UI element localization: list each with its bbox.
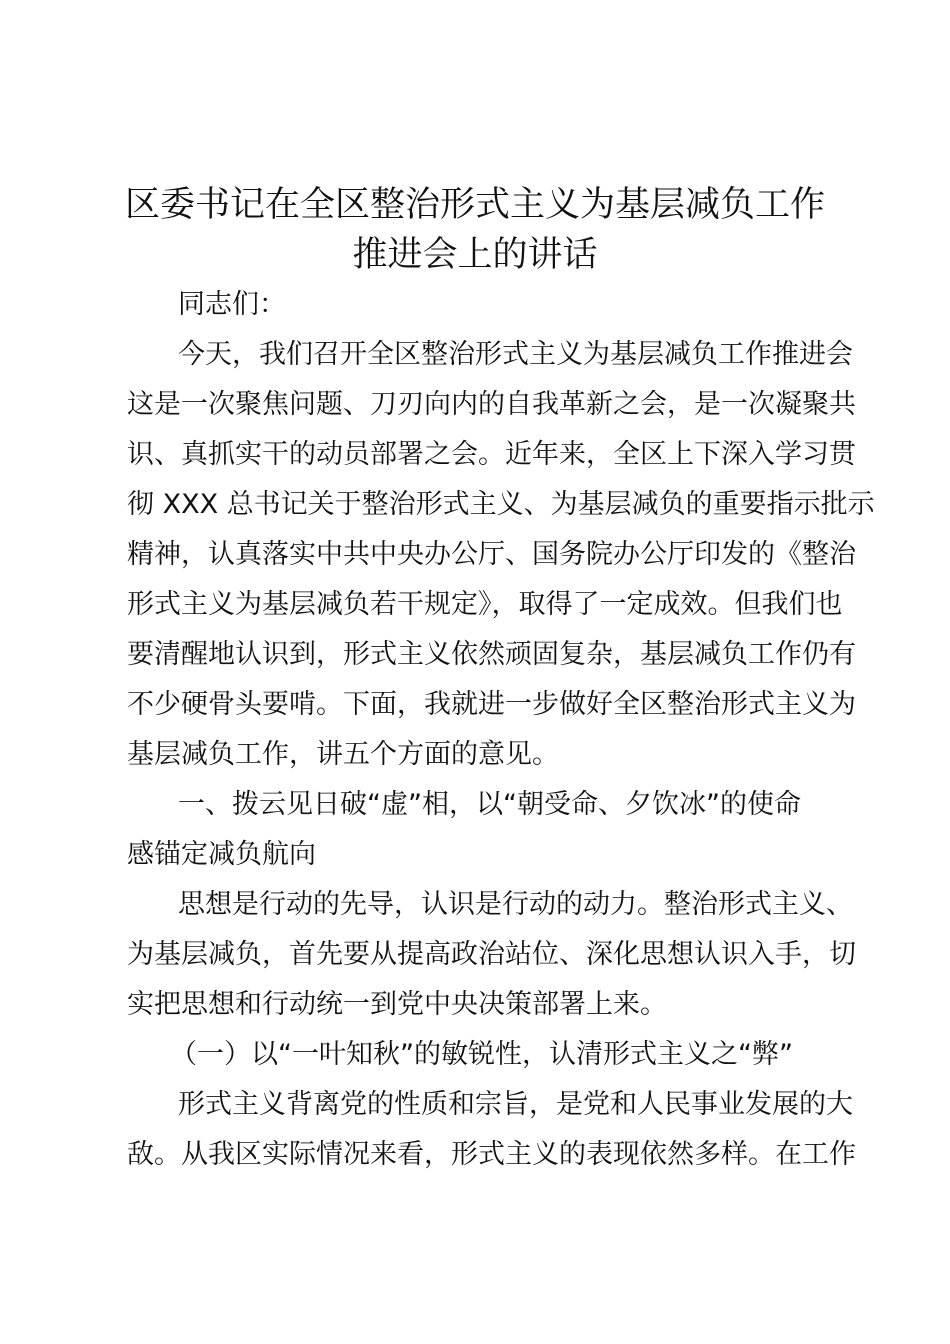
body-line: 形式主义为基层减负若干规定》，取得了一定成效。但我们也 bbox=[127, 589, 843, 620]
salutation: 同志们： bbox=[178, 289, 286, 320]
document-title-line-1: 区委书记在全区整治形式主义为基层减负工作 bbox=[124, 185, 825, 225]
body-line: 不少硬骨头要啃。下面，我就进一步做好全区整治形式主义为 bbox=[127, 689, 856, 720]
body-line: 识、真抓实干的动员部署之会。近年来，全区上下深入学习贯 bbox=[127, 439, 856, 470]
document-title-line-2: 推进会上的讲话 bbox=[352, 235, 598, 275]
section-heading-line: 感锚定减负航向 bbox=[127, 839, 316, 870]
body-line: 这是一次聚焦问题、刀刃向内的自我革新之会，是一次凝聚共 bbox=[127, 389, 856, 420]
body-line: 要清醒地认识到，形式主义依然顽固复杂，基层减负工作仍有 bbox=[127, 639, 856, 670]
body-line: 敌。从我区实际情况来看，形式主义的表现依然多样。在工作 bbox=[127, 1139, 856, 1170]
body-line: 精神，认真落实中共中央办公厅、国务院办公厅印发的《整治 bbox=[127, 539, 856, 570]
body-line: 今天，我们召开全区整治形式主义为基层减负工作推进会 bbox=[178, 339, 853, 370]
subsection-heading-line: （一）以“一叶知秋”的敏锐性，认清形式主义之“弊” bbox=[170, 1039, 793, 1070]
body-line: 形式主义背离党的性质和宗旨，是党和人民事业发展的大 bbox=[178, 1089, 853, 1120]
body-line: 思想是行动的先导，认识是行动的动力。整治形式主义、 bbox=[178, 889, 853, 920]
body-line: 彻 XXX 总书记关于整治形式主义、为基层减负的重要指示批示 bbox=[127, 489, 875, 520]
body-line: 为基层减负，首先要从提高政治站位、深化思想认识入手，切 bbox=[127, 939, 856, 970]
body-line: 实把思想和行动统一到党中央决策部署上来。 bbox=[127, 989, 667, 1020]
body-line: 基层减负工作，讲五个方面的意见。 bbox=[127, 739, 559, 770]
section-heading-line: 一、拨云见日破“虚”相，以“朝受命、夕饮冰”的使命 bbox=[178, 789, 801, 820]
